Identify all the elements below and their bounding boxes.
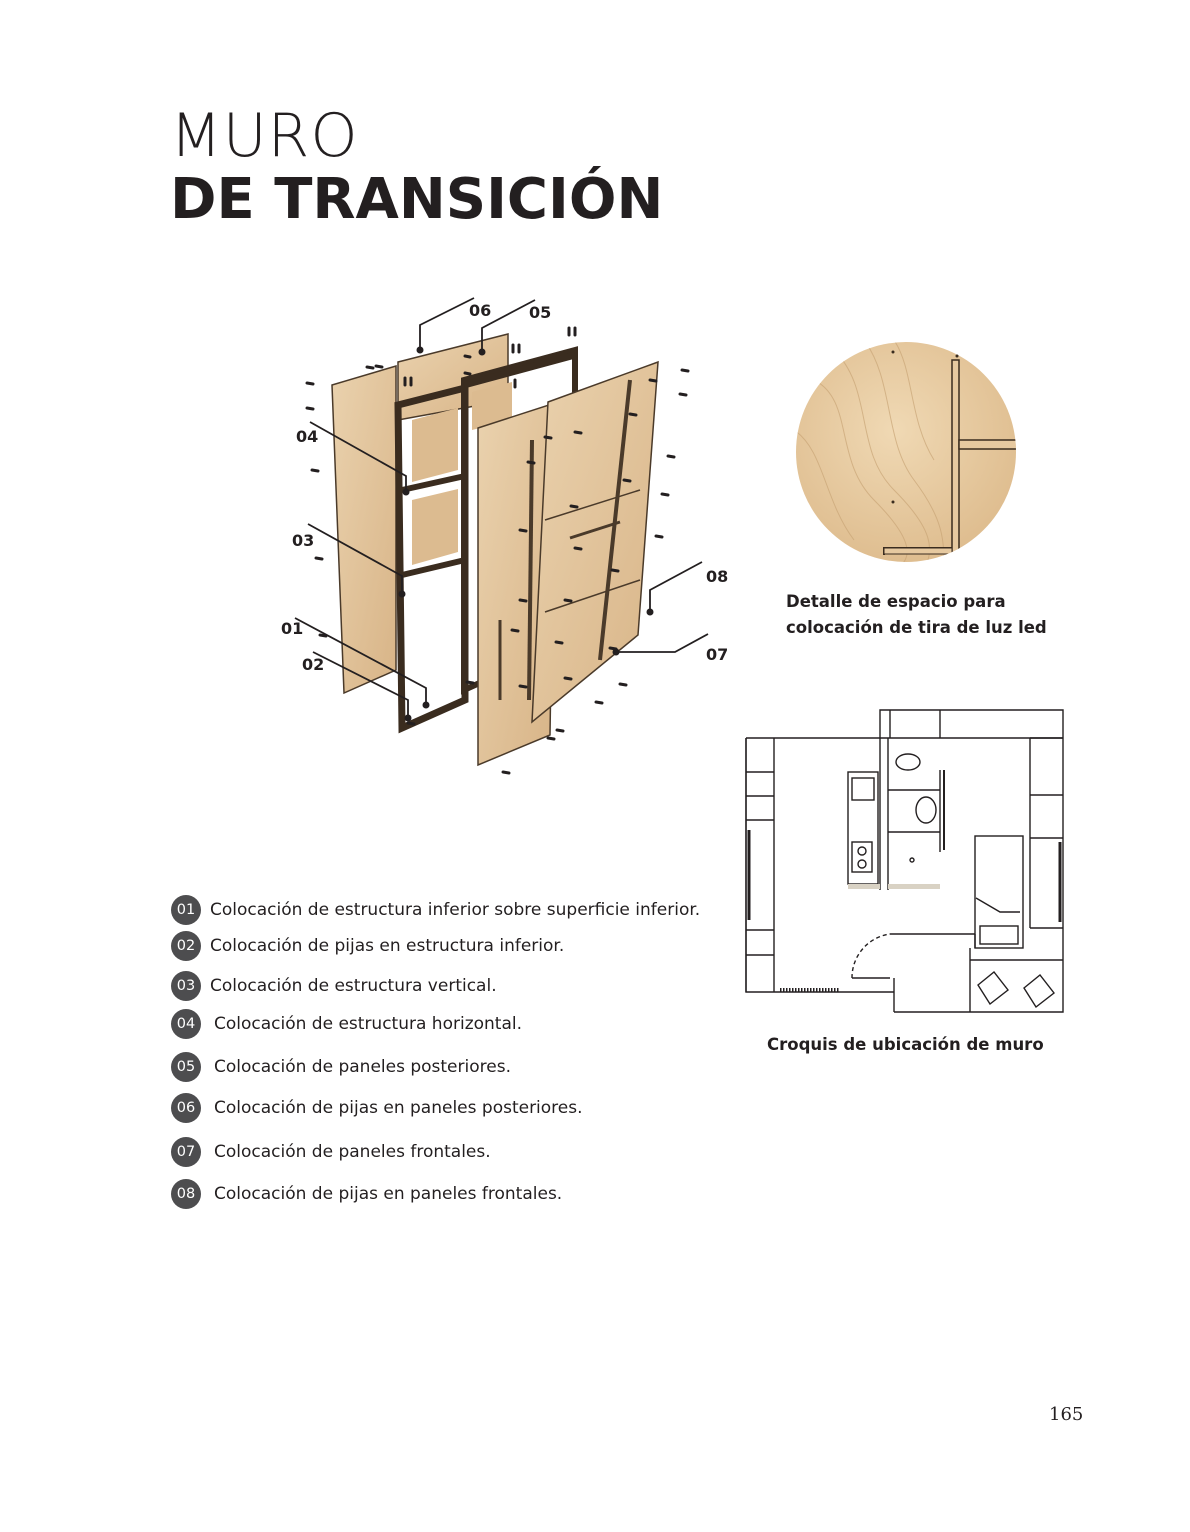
step-text: Colocación de pijas en estructura inferior.: [210, 936, 565, 956]
step-number-badge: 06: [171, 1093, 201, 1123]
detail-caption: [786, 589, 1047, 641]
callout-label: 03: [292, 531, 315, 550]
callout-label: 07: [706, 645, 729, 664]
callout-label: 04: [296, 427, 319, 446]
title-line-1: MURO: [170, 101, 359, 171]
step-text: Colocación de paneles frontales.: [214, 1142, 491, 1162]
detail-caption-line-2: colocación de tira de luz led: [786, 618, 1047, 637]
step-item: [171, 971, 497, 1001]
detail-caption-line-1: Detalle de espacio para: [786, 592, 1006, 611]
step-number-badge: 04: [171, 1009, 201, 1039]
step-item: [171, 1009, 522, 1039]
step-item: [171, 931, 564, 961]
callout-label: 08: [706, 567, 729, 586]
step-text: Colocación de estructura vertical.: [210, 976, 497, 996]
step-text: Colocación de estructura horizontal.: [214, 1014, 523, 1034]
step-item: [171, 1093, 583, 1123]
exploded-assembly-drawing: [270, 280, 740, 800]
step-item: [171, 1137, 491, 1167]
callout-label: 01: [281, 619, 304, 638]
step-number-badge: 02: [171, 931, 201, 961]
callout-label: 06: [469, 301, 492, 320]
back-left-panel: [332, 366, 396, 693]
step-text: Colocación de pijas en paneles posteriores.: [214, 1098, 583, 1118]
step-text: Colocación de paneles posteriores.: [214, 1057, 511, 1077]
step-text: Colocación de pijas en paneles frontales.: [214, 1184, 563, 1204]
step-number-badge: 07: [171, 1137, 201, 1167]
page-number: 165: [1049, 1404, 1084, 1425]
front-right-panel: [532, 362, 658, 722]
step-number-badge: 01: [171, 895, 201, 925]
step-item: [171, 1052, 511, 1082]
step-number-badge: 03: [171, 971, 201, 1001]
step-text: Colocación de estructura inferior sobre superficie inferior.: [210, 900, 701, 920]
step-number-badge: 05: [171, 1052, 201, 1082]
floorplan-sketch: [744, 708, 1066, 1014]
led-gap-detail-image: [794, 340, 1024, 570]
callout-label: 05: [529, 303, 552, 322]
title-line-2: DE TRANSICIÓN: [170, 167, 664, 232]
step-item: [171, 895, 700, 925]
callout-label: 02: [302, 655, 325, 674]
step-number-badge: 08: [171, 1179, 201, 1209]
floorplan-caption: Croquis de ubicación de muro: [767, 1035, 1044, 1054]
step-item: [171, 1179, 562, 1209]
